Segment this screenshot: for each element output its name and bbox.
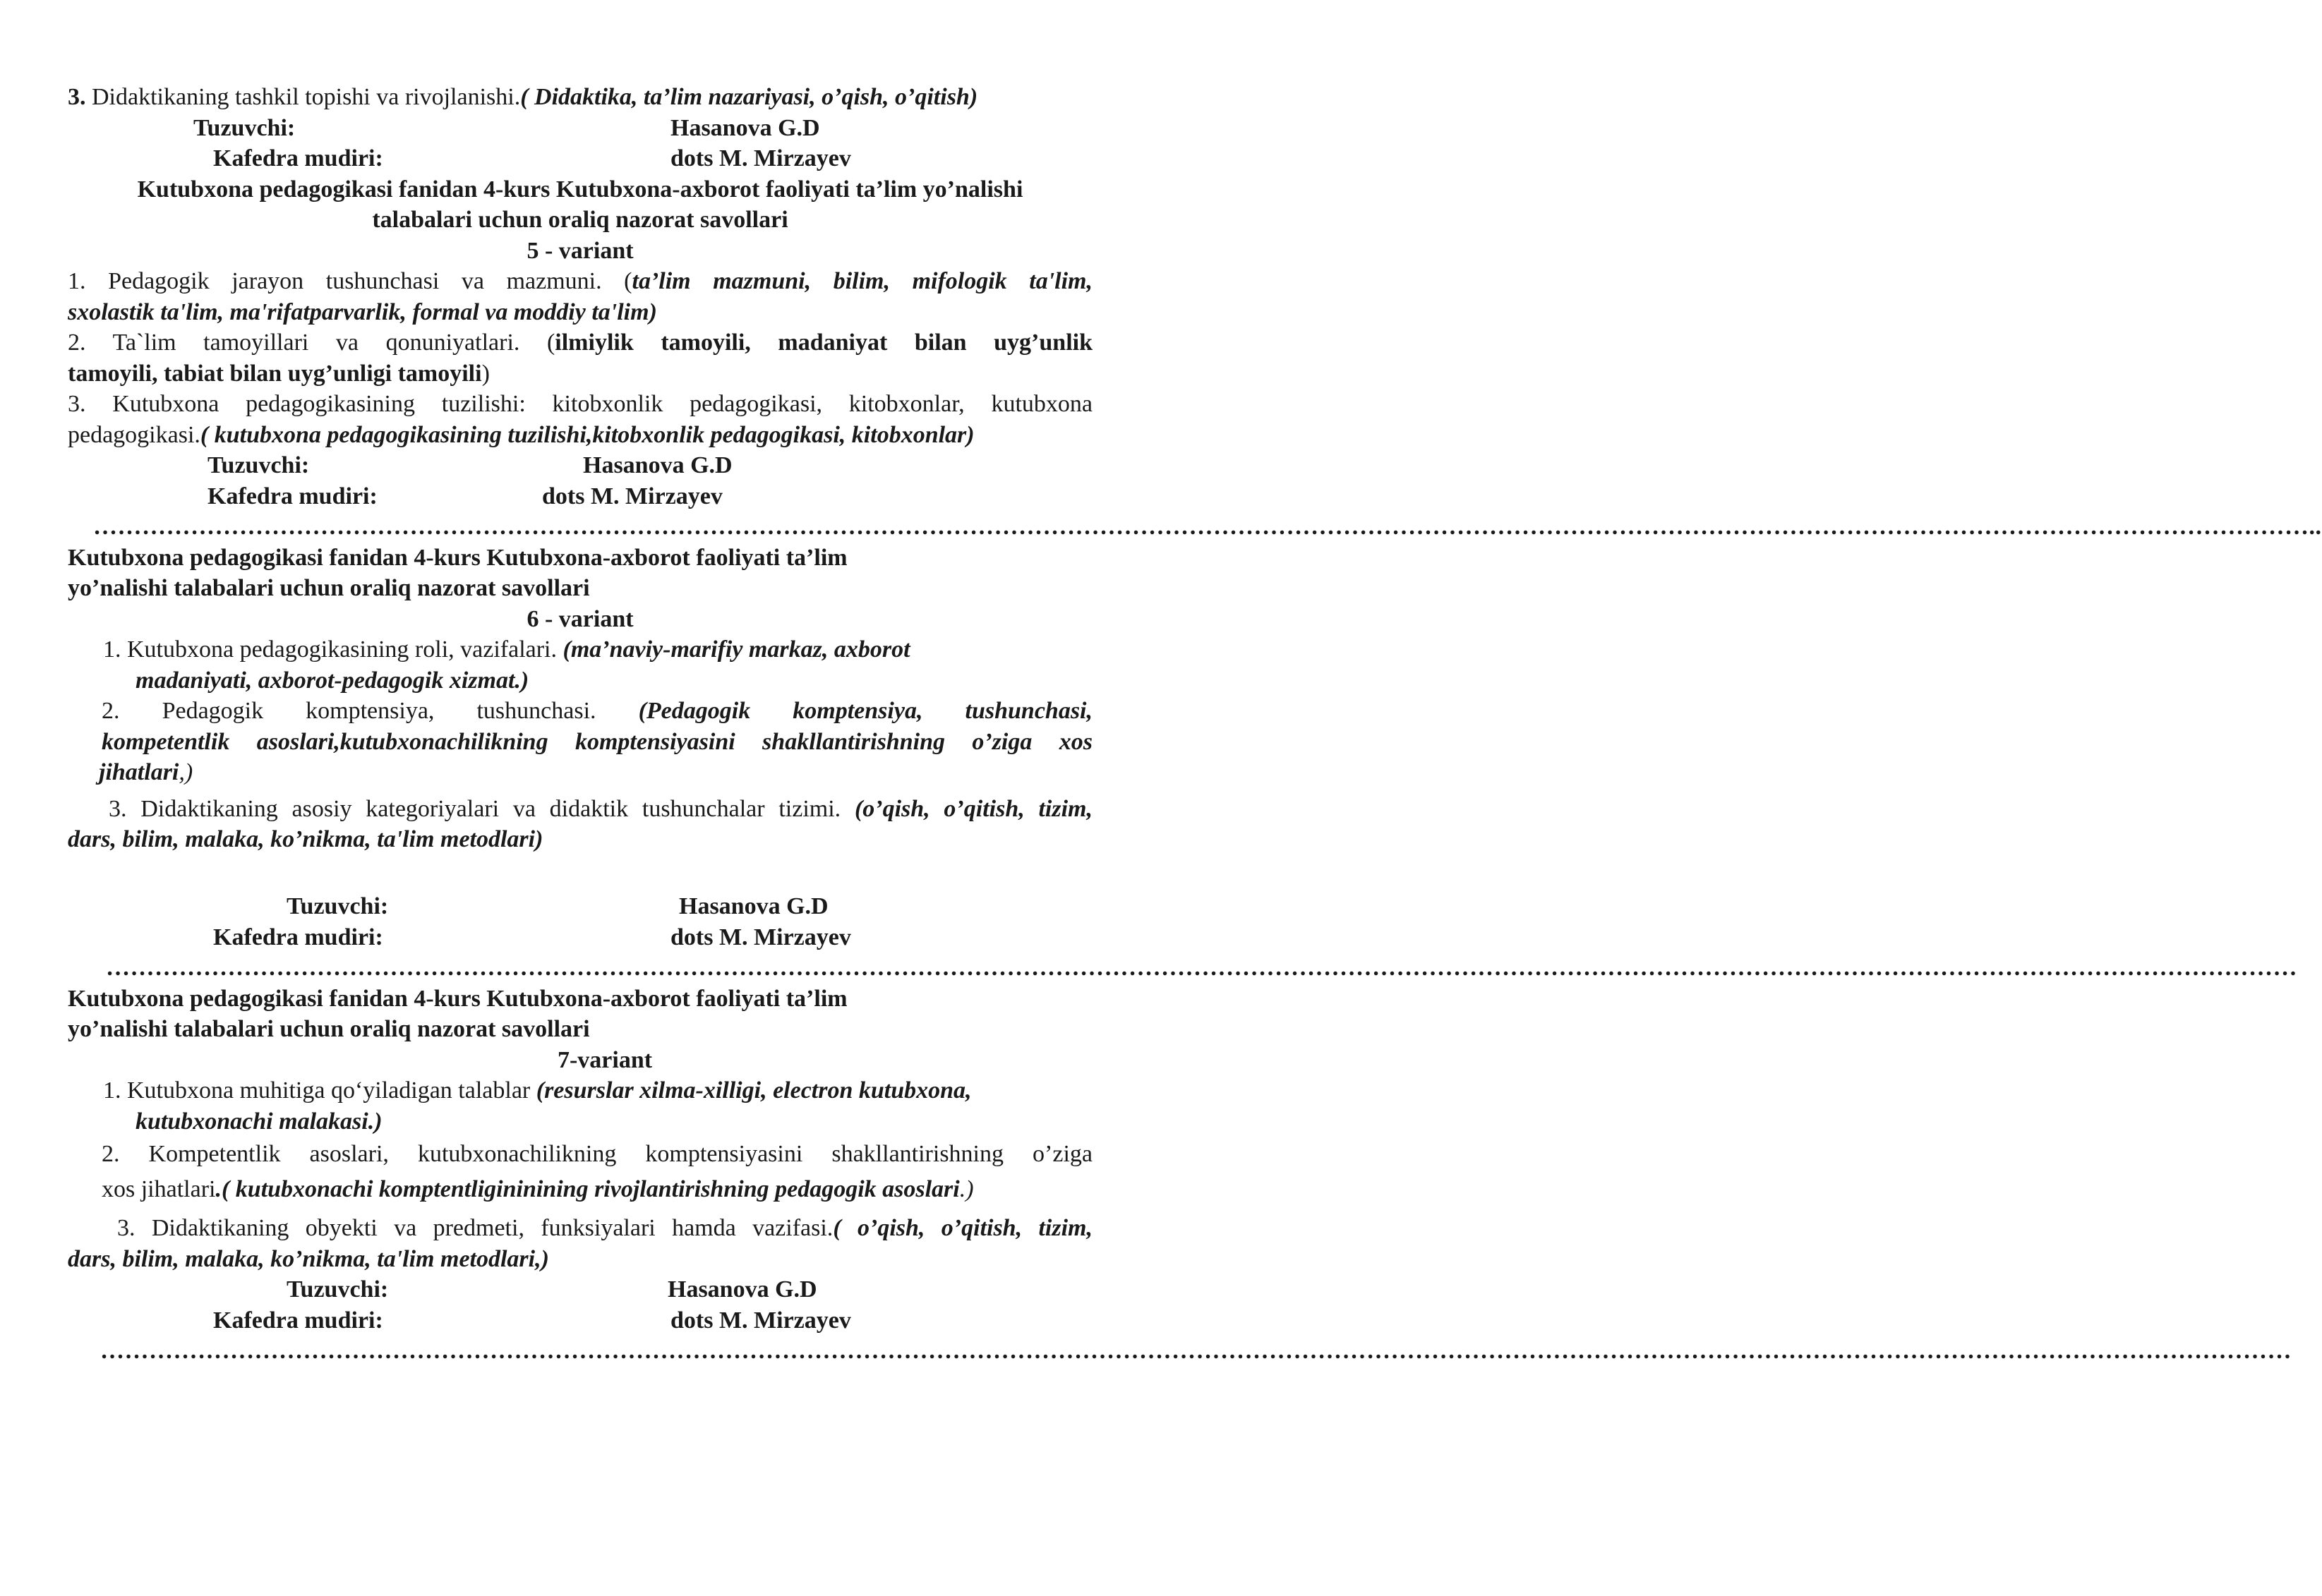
question-3-top — [68, 82, 1093, 113]
head-name: dots M. Mirzayev — [670, 145, 851, 171]
head-name: dots M. Mirzayev — [670, 1307, 851, 1334]
signature-head — [68, 1305, 1093, 1336]
signature-compiler — [68, 891, 1093, 922]
v7-question-2-cont: xos jihatlari.( kutubxonachi komptentligininining rivojlantirishning pedagogik asoslari.) — [102, 1176, 974, 1202]
signature-head — [68, 922, 1093, 953]
signature-compiler — [68, 113, 1093, 144]
head-label: Kafedra mudiri: — [207, 483, 378, 509]
question-text: Didaktikaning tashkil topishi va rivojlanishi. — [85, 84, 521, 110]
compiler-label: Tuzuvchi: — [207, 452, 310, 478]
v5-question-3: 3. Kutubxona pedagogikasining tuzilishi: kitobxonlik pedagogikasi, kitobxonlar, kutubxona — [68, 391, 1093, 417]
head-label: Kafedra mudiri: — [213, 1307, 383, 1334]
head-label: Kafedra mudiri: — [213, 145, 383, 171]
variant-6-label: 6 - variant — [527, 605, 634, 632]
v6-question-2-end: jihatlari,) — [99, 759, 193, 785]
signature-compiler — [68, 450, 1093, 481]
signature-head — [68, 481, 1093, 512]
variant-5-heading: Kutubxona pedagogikasi fanidan 4-kurs Kutubxona-axborot faoliyati ta’lim yo’nalishi — [137, 176, 1023, 202]
v6-question-1: 1. Kutubxona pedagogikasining roli, vazifalari. (ma’naviy-marifiy markaz, axborot — [103, 636, 910, 663]
separator-dots: ……………………………………………………………………………………………………………………………………………………………………………………………………………………………………………… — [106, 955, 2297, 981]
v6-question-1-cont: madaniyati, axborot-pedagogik xizmat.) — [136, 667, 529, 694]
v5-question-1-cont: sxolastik ta'lim, ma'rifatparvarlik, formal va moddiy ta'lim) — [68, 298, 657, 325]
variant-7-label: 7-variant — [557, 1046, 653, 1073]
v7-question-3-cont: dars, bilim, malaka, ko’nikma, ta'lim metodlari,) — [68, 1245, 549, 1272]
v5-question-2-cont: tamoyili, tabiat bilan uyg’unligi tamoyili) — [68, 360, 490, 387]
compiler-name: Hasanova G.D — [679, 893, 829, 919]
separator-dots: ……………………………………………………………………………………………………………………………………………………………………………………………………………………………………………… — [100, 1338, 2292, 1364]
separator-dots: ………………………………………………………………………………………………………………………………………………………………………………………………………………………………………………….. — [93, 514, 2322, 540]
variant-7-heading-cont: yo’nalishi talabalari uchun oraliq nazorat savollari — [68, 1016, 590, 1042]
v6-question-2: 2. Pedagogik komptensiya, tushunchasi. (Pedagogik komptensiya, tushunchasi, — [102, 698, 1093, 724]
signature-head — [68, 143, 1093, 174]
variant-7-heading: Kutubxona pedagogikasi fanidan 4-kurs Kutubxona-axborot faoliyati ta’lim — [68, 985, 848, 1012]
v6-question-2-cont: kompetentlik asoslari,kutubxonachilikning komptensiyasini shakllantirishning o’ziga xos — [102, 728, 1093, 755]
variant-5-heading-cont: talabalari uchun oraliq nazorat savollari — [372, 207, 788, 233]
variant-5-label: 5 - variant — [527, 237, 634, 264]
compiler-label: Tuzuvchi: — [287, 1276, 389, 1302]
v7-question-2: 2. Kompetentlik asoslari, kutubxonachilikning komptensiyasini shakllantirishning o’ziga — [102, 1141, 1093, 1167]
v7-question-3: 3. Didaktikaning obyekti va predmeti, funksiyalari hamda vazifasi.( o’qish, o’qitish, tizim, — [117, 1215, 1093, 1241]
variant-6-heading: Kutubxona pedagogikasi fanidan 4-kurs Kutubxona-axborot faoliyati ta’lim — [68, 544, 848, 571]
head-label: Kafedra mudiri: — [213, 924, 383, 950]
v7-question-1-cont: kutubxonachi malakasi.) — [136, 1108, 383, 1135]
v7-question-1: 1. Kutubxona muhitiga qo‘yiladigan talablar (resurslar xilma-xilligi, electron kutubxona, — [103, 1077, 972, 1104]
question-number: 3. — [68, 84, 86, 110]
compiler-name: Hasanova G.D — [670, 114, 820, 141]
v6-question-3: 3. Didaktikaning asosiy kategoriyalari va didaktik tushunchalar tizimi. (o’qish, o’qitish, tizim, — [109, 795, 1093, 822]
compiler-name: Hasanova G.D — [668, 1276, 817, 1302]
compiler-label: Tuzuvchi: — [287, 893, 389, 919]
v5-question-2: 2. Ta`lim tamoyillari va qonuniyatlari. (ilmiylik tamoyili, madaniyat bilan uyg’unlik — [68, 330, 1093, 356]
head-name: dots M. Mirzayev — [542, 483, 723, 509]
variant-6-heading-cont: yo’nalishi talabalari uchun oraliq nazorat savollari — [68, 575, 590, 601]
compiler-name: Hasanova G.D — [583, 452, 733, 478]
question-keywords: ( Didaktika, ta’lim nazariyasi, o’qish, o’qitish) — [520, 84, 978, 110]
v5-question-1: 1. Pedagogik jarayon tushunchasi va mazmuni. (ta’lim mazmuni, bilim, mifologik ta'lim, — [68, 268, 1093, 294]
compiler-label: Tuzuvchi: — [193, 114, 296, 141]
signature-compiler — [68, 1274, 1093, 1305]
v6-question-3-cont: dars, bilim, malaka, ko’nikma, ta'lim metodlari) — [68, 826, 543, 852]
head-name: dots M. Mirzayev — [670, 924, 851, 950]
v5-question-3-cont: pedagogikasi.( kutubxona pedagogikasining tuzilishi,kitobxonlik pedagogikasi, kitobxonlar) — [68, 421, 975, 448]
document-page — [68, 82, 2322, 1367]
